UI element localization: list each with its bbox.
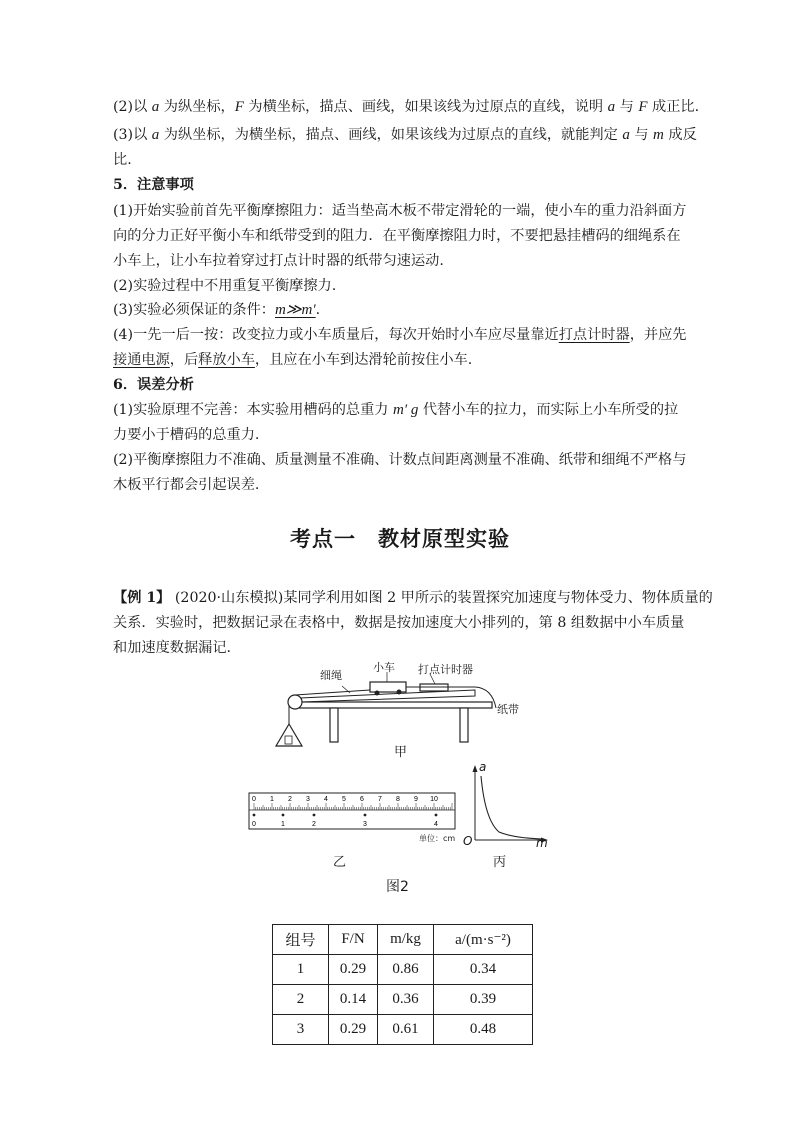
example-line: 【例 1】 (2020·山东模拟)某同学利用如图 2 甲所示的装置探究加速度与物体受力、物体质量的 [113, 590, 713, 606]
table-cell: 2 [273, 985, 329, 1015]
text-line: 木板平行都会引起误差. [113, 477, 260, 493]
ruler-tick-label: 0 [252, 796, 256, 803]
ruler-tick-label: 2 [288, 796, 292, 803]
section-heading: 5．注意事项 [113, 177, 194, 193]
table-cell: 1 [273, 955, 329, 985]
ruler-tick-label: 6 [360, 796, 364, 803]
text-line: (2)平衡摩擦阻力不准确、质量测量不准确、计数点间距离测量不准确、纸带和细绳不严格与 [113, 452, 687, 468]
axis-a-label: a [479, 760, 487, 774]
tape-dot [313, 814, 316, 817]
section-title: 考点一 教材原型实验 [290, 526, 510, 551]
tape-dot [282, 814, 285, 817]
cart-label: 小车 [373, 661, 395, 674]
tape-label: 纸带 [497, 703, 519, 716]
text-line: 力要小于槽码的总重力. [113, 427, 260, 443]
section-heading: 6．误差分析 [113, 377, 194, 393]
table-cell: 0.48 [434, 1015, 533, 1045]
ruler-unit: 单位：cm [419, 834, 456, 843]
rope-label: 细绳 [320, 669, 342, 682]
pulley [288, 695, 302, 709]
tape-dot [253, 814, 256, 817]
table-cell: 3 [273, 1015, 329, 1045]
text-line: (1)开始实验前首先平衡摩擦阻力：适当垫高木板不带定滑轮的一端，使小车的重力沿斜面方 [113, 203, 687, 219]
timer-label: 打点计时器 [418, 663, 473, 676]
ruler-tick-label: 10 [430, 796, 438, 803]
sub-label-jia: 甲 [394, 745, 408, 760]
table-row [273, 955, 533, 985]
text-line: (1)实验原理不完善：本实验用槽码的总重力 m′ g 代替小车的拉力，而实际上小车所受的拉 [113, 402, 679, 418]
data-table [272, 924, 533, 1045]
table-row [273, 985, 533, 1015]
column-header: m/kg [378, 925, 434, 955]
column-header: a/(m·s⁻²) [434, 925, 533, 955]
ruler-tick-label: 1 [270, 796, 274, 803]
ruler-tick-label: 5 [342, 796, 346, 803]
example-label: 【例 1】 [113, 590, 171, 606]
axis-m-label: m [536, 836, 548, 850]
table-cell: 0.29 [329, 955, 378, 985]
tape-dot [435, 814, 438, 817]
origin-label: O [463, 834, 473, 848]
ruler-tick-label: 9 [414, 796, 418, 803]
ruler-tick-label: 3 [306, 796, 310, 803]
ruler-tick-label: 8 [396, 796, 400, 803]
text-line: (3)以 a 为纵坐标，为横坐标，描点、画线，如果该线为过原点的直线，就能判定 a 与 m 成反 [113, 127, 697, 143]
tape-dot-label: 1 [281, 821, 285, 828]
text-line: (2)以 a 为纵坐标，F 为横坐标，描点、画线，如果该线为过原点的直线，说明 a 与 F 成正比. [113, 99, 700, 115]
table-cell: 0.61 [378, 1015, 434, 1045]
table-cell: 0.34 [434, 955, 533, 985]
text-line: (3)实验必须保证的条件：m≫m′. [113, 302, 321, 318]
text-line: (2)实验过程中不用重复平衡摩擦力. [113, 278, 337, 294]
figure-caption: 图2 [386, 879, 409, 895]
table-cell: 0.86 [378, 955, 434, 985]
column-header: F/N [329, 925, 378, 955]
text-line: 比. [113, 152, 132, 168]
text-line: 接通电源，后释放小车，且应在小车到达滑轮前按住小车. [113, 352, 473, 368]
table-cell: 0.29 [329, 1015, 378, 1045]
table-cell: 0.14 [329, 985, 378, 1015]
table-cell: 0.39 [434, 985, 533, 1015]
ruler-tick-label: 7 [378, 796, 382, 803]
tape-dot-label: 0 [252, 821, 256, 828]
tape-dot-label: 2 [312, 821, 316, 828]
table-cell: 0.36 [378, 985, 434, 1015]
text-line: (4)一先一后一按：改变拉力或小车质量后，每次开始时小车应尽量靠近打点计时器，并应先 [113, 327, 687, 343]
inverse-curve [481, 776, 543, 839]
sub-label-bing: 丙 [493, 855, 507, 870]
text-line: 小车上，让小车拉着穿过打点计时器的纸带匀速运动. [113, 253, 444, 269]
tape-dot-label: 3 [363, 821, 367, 828]
tape-dot-label: 4 [434, 821, 438, 828]
table-header-row [273, 925, 533, 955]
example-line: 和加速度数据漏记. [113, 640, 232, 656]
ruler-diagram [248, 792, 458, 832]
column-header: 组号 [273, 925, 329, 955]
table-row [273, 1015, 533, 1045]
sub-label-yi: 乙 [333, 855, 347, 870]
tape-dot [364, 814, 367, 817]
text-line: 向的分力正好平衡小车和纸带受到的阻力．在平衡摩擦阻力时，不要把悬挂槽码的细绳系在 [113, 228, 681, 244]
example-line: 关系．实验时，把数据记录在表格中，数据是按加速度大小排列的，第 8 组数据中小车质量 [113, 615, 685, 631]
ruler-tick-label: 4 [324, 796, 328, 803]
